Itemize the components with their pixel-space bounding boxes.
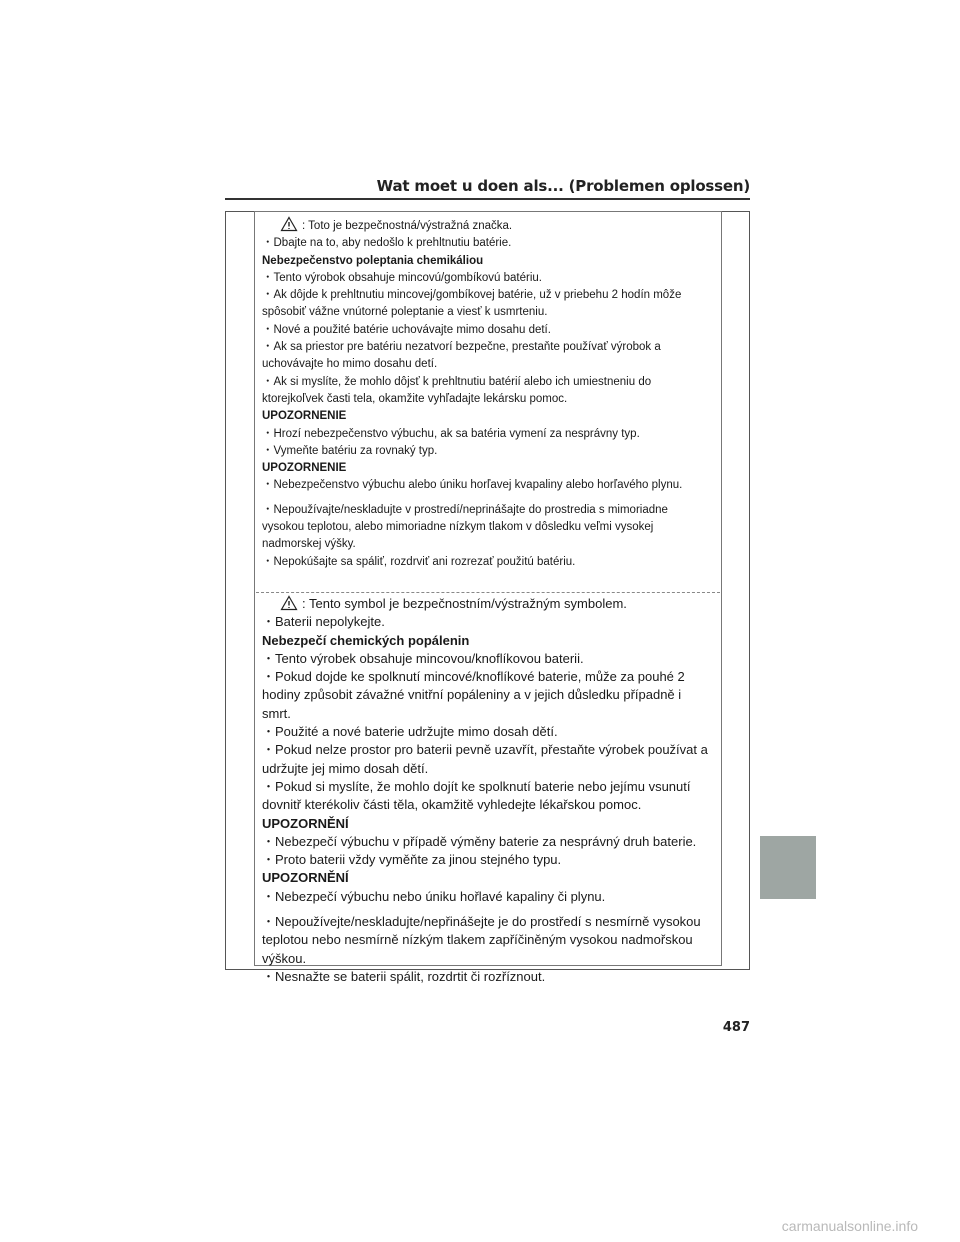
line-text: ktorejkoľvek časti tela, okamžite vyhľadajte lekársku pomoc. — [262, 392, 568, 405]
line-text: spôsobiť vážne vnútorné poleptanie a viesť k usmrteniu. — [262, 306, 548, 319]
text-line — [262, 322, 714, 339]
text-line — [262, 374, 714, 391]
line-text: ・Nepoužívajte/neskladujte v prostredí/neprinášajte do prostredia s mimoriadne — [262, 503, 668, 516]
warning-triangle-icon — [280, 216, 298, 232]
line-text: ・Nebezpečenstvo výbuchu alebo úniku horľavej kvapaliny alebo horľavého plynu. — [262, 479, 683, 492]
text-line — [262, 235, 714, 252]
text-line — [262, 950, 716, 968]
line-text: ・Tento výrobek obsahuje mincovou/knoflíkovou baterii. — [262, 650, 584, 666]
line-text: UPOZORNĚNÍ — [262, 870, 349, 886]
line-text: ・Ak si myslíte, že mohlo dôjsť k prehltnutiu batérií alebo ich umiestneniu do — [262, 375, 652, 388]
text-line — [262, 519, 714, 536]
line-text: ・Ak sa priestor pre batériu nezatvorí bezpečne, prestaňte používať výrobok a — [262, 341, 661, 354]
text-line — [262, 595, 716, 613]
line-text: ・Nepokúšajte sa spáliť, rozdrviť ani rozrezať použitú batériu. — [262, 555, 576, 568]
text-line — [262, 723, 716, 741]
section-heading — [262, 815, 716, 833]
line-text: ・Baterii nepolykejte. — [262, 614, 385, 630]
line-text: hodiny způsobit závažné vnitřní popáleniny a v jejich důsledku případně i — [262, 687, 682, 703]
line-text: nadmorskej výšky. — [262, 538, 356, 551]
text-line — [262, 851, 716, 869]
line-text: ・Proto baterii vždy vyměňte za jinou stejného typu. — [262, 852, 562, 868]
text-line — [262, 778, 716, 796]
section-heading — [262, 460, 714, 477]
text-line — [262, 833, 716, 851]
line-text: ・Nové a použité batérie uchovávajte mimo dosahu detí. — [262, 323, 551, 336]
text-line — [262, 741, 716, 759]
line-text: ・Nebezpečí výbuchu nebo úniku hořlavé kapaliny či plynu. — [262, 888, 606, 904]
line-text: ・Ak dôjde k prehltnutiu mincovej/gombíkovej batérie, už v priebehu 2 hodín môže — [262, 289, 682, 302]
line-text: smrt. — [262, 705, 291, 721]
slovak-warning-text — [262, 216, 714, 571]
section-heading — [262, 869, 716, 887]
line-text: ・Nesnažte se baterii spálit, rozdrtit či rozříznout. — [262, 968, 546, 984]
line-text: ・Pokud dojde ke spolknutí mincové/knoflíkové baterie, může za pouhé 2 — [262, 669, 685, 685]
line-text: teplotou nebo nesmírně nízkým tlakem zapříčiněným vysokou nadmořskou — [262, 932, 693, 948]
line-text: dovnitř kterékoliv části těla, okamžitě vyhledejte lékařskou pomoc. — [262, 797, 642, 813]
text-line — [262, 216, 714, 235]
line-text: ・Tento výrobok obsahuje mincovú/gombíkovú batériu. — [262, 271, 542, 284]
warning-triangle-icon — [280, 595, 298, 611]
text-line — [262, 650, 716, 668]
czech-warning-text — [262, 595, 716, 986]
header-rule — [225, 198, 750, 200]
line-text: ・Vymeňte batériu za rovnaký typ. — [262, 444, 438, 457]
line-text: výškou. — [262, 950, 307, 966]
line-text: ・Nebezpečí výbuchu v případě výměny baterie za nesprávný druh baterie. — [262, 833, 697, 849]
text-line — [262, 613, 716, 631]
line-text: ・Pokud si myslíte, že mohlo dojít ke spolknutí baterie nebo jejímu vsunutí — [262, 778, 691, 794]
section-heading — [262, 253, 714, 270]
text-line — [262, 705, 716, 723]
page-header-title: Wat moet u doen als... (Problemen oplossen) — [376, 177, 750, 195]
line-text: ・Pokud nelze prostor pro baterii pevně uzavřít, přestaňte výrobek používat a — [262, 742, 708, 758]
text-line — [262, 760, 716, 778]
text-line — [262, 686, 716, 704]
text-line — [262, 796, 716, 814]
text-line — [262, 304, 714, 321]
text-line — [262, 536, 714, 553]
page-number: 487 — [722, 1020, 750, 1035]
section-heading — [262, 632, 716, 650]
chapter-tab — [760, 836, 816, 899]
line-text: vysokou teplotou, alebo mimoriadne nízkym tlakom v dôsledku veľmi vysokej — [262, 521, 654, 534]
text-line — [262, 668, 716, 686]
paragraph-gap — [262, 906, 716, 913]
text-line — [262, 426, 714, 443]
line-text: ・Hrozí nebezpečenstvo výbuchu, ak sa batéria vymení za nesprávny typ. — [262, 427, 640, 440]
watermark: carmanualsonline.info — [781, 1218, 918, 1234]
paragraph-gap — [262, 495, 714, 502]
line-text: Nebezpečenstvo poleptania chemikáliou — [262, 254, 484, 267]
line-text: UPOZORNĚNÍ — [262, 815, 349, 831]
line-text: : Tento symbol je bezpečnostním/výstražným symbolem. — [302, 596, 627, 611]
text-line — [262, 888, 716, 906]
text-line — [262, 913, 716, 931]
text-line — [262, 554, 714, 571]
text-line — [262, 968, 716, 986]
section-heading — [262, 408, 714, 425]
line-text: UPOZORNENIE — [262, 410, 347, 423]
text-line — [262, 477, 714, 494]
text-line — [262, 356, 714, 373]
line-text: UPOZORNENIE — [262, 462, 347, 475]
line-text: ・Nepoužívejte/neskladujte/nepřinášejte je do prostředí s nesmírně vysokou — [262, 914, 701, 930]
text-line — [262, 270, 714, 287]
line-text: udržujte jej mimo dosah dětí. — [262, 760, 429, 776]
line-text: uchovávajte ho mimo dosahu detí. — [262, 358, 438, 371]
line-text: ・Dbajte na to, aby nedošlo k prehltnutiu batérie. — [262, 237, 512, 250]
text-line — [262, 443, 714, 460]
line-text: Nebezpečí chemických popálenin — [262, 632, 470, 648]
text-line — [262, 287, 714, 304]
text-line — [262, 391, 714, 408]
language-separator — [256, 592, 720, 593]
line-text: : Toto je bezpečnostná/výstražná značka. — [302, 220, 513, 232]
text-line — [262, 339, 714, 356]
text-line — [262, 931, 716, 949]
line-text: ・Použité a nové baterie udržujte mimo dosah dětí. — [262, 724, 558, 740]
text-line — [262, 502, 714, 519]
